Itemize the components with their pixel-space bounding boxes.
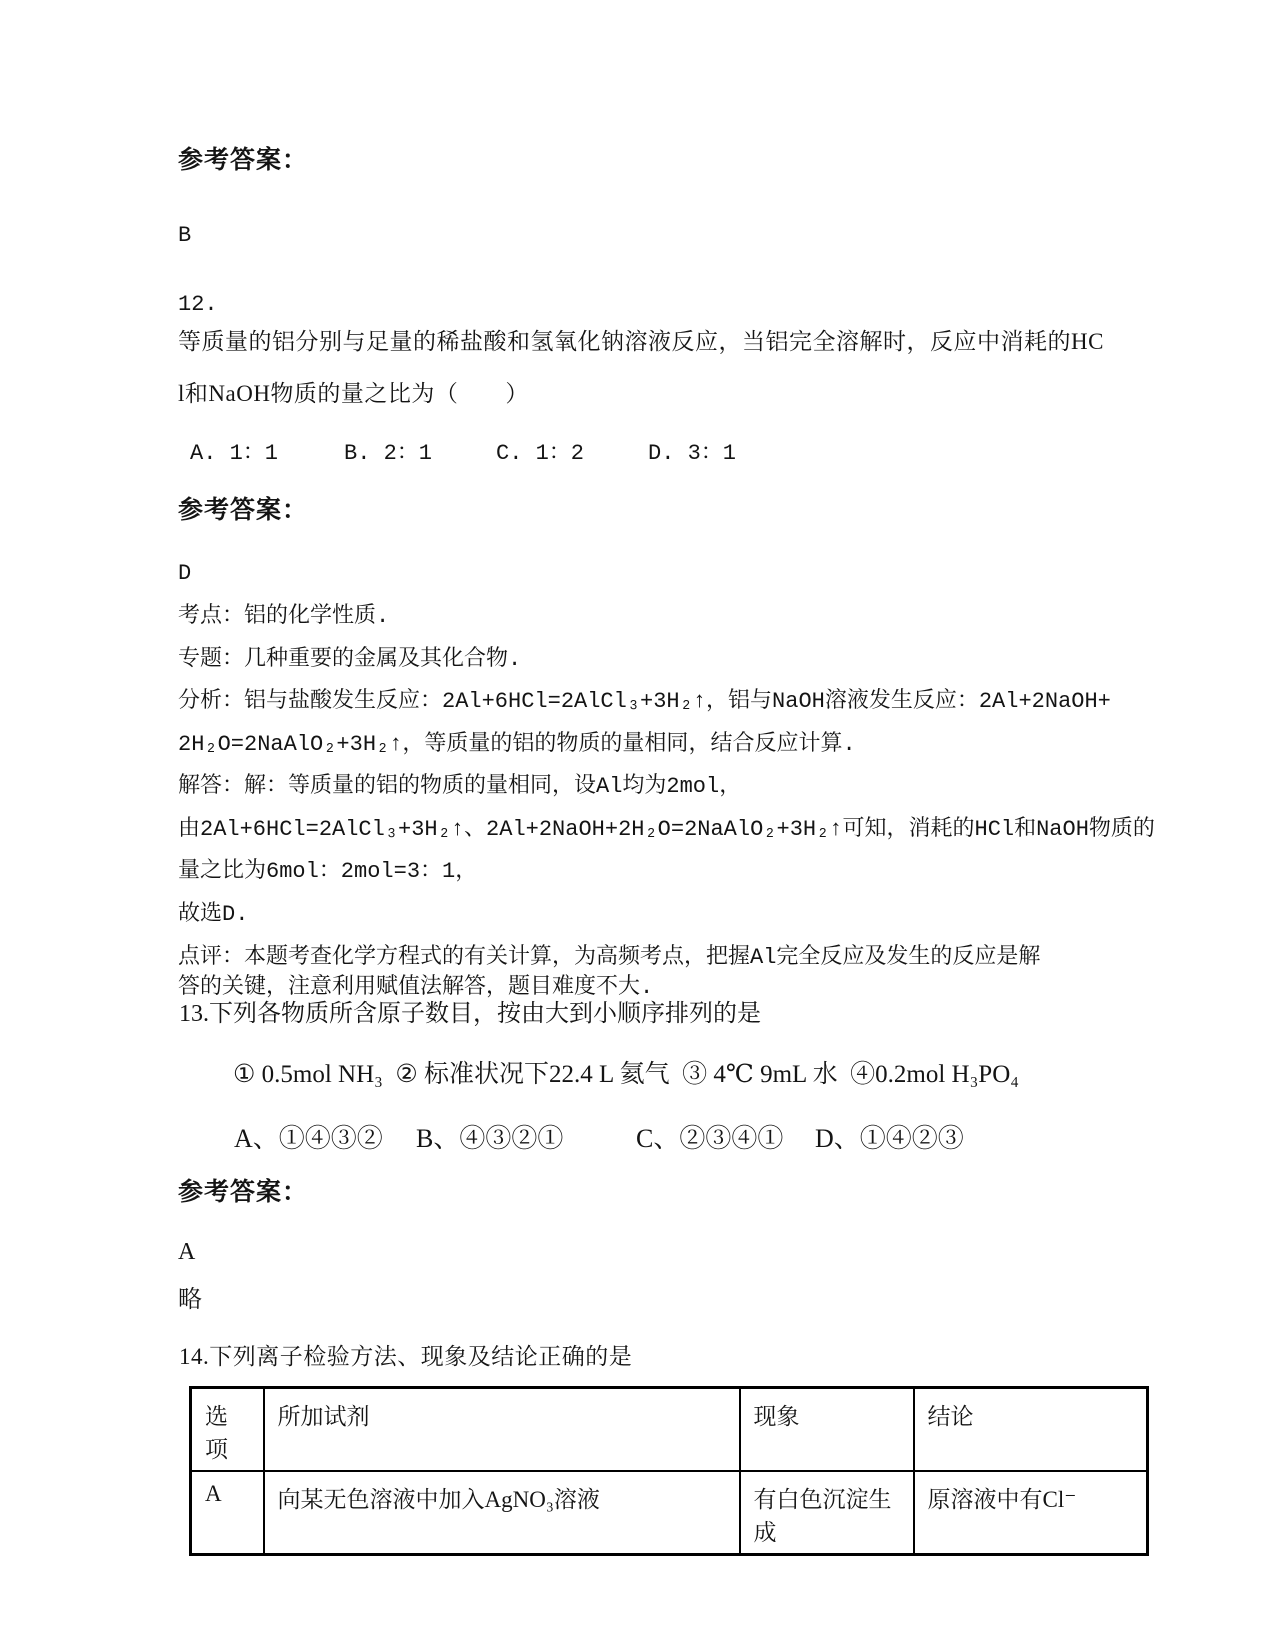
answer-q12: D <box>178 561 192 586</box>
q12-explain-zhuanti: 专题：几种重要的金属及其化合物. <box>178 647 522 672</box>
q12-explain-kaodian: 考点：铝的化学性质. <box>178 604 390 629</box>
q12-explain-fenxi-line2: 2H₂O=2NaAlO₂+3H₂↑，等质量的铝的物质的量相同，结合反应计算. <box>178 732 856 757</box>
question-13-items: ① 0.5mol NH₃ ② 标准状况下22.4 L 氦气 ③ 4℃ 9mL 水 ④0.2mol H₃PO₄ <box>233 1061 1019 1088</box>
q12-option-a: A. 1：1 <box>190 441 279 466</box>
answer-q11: B <box>178 223 192 248</box>
q13-option-a: A、①④③② <box>234 1124 383 1153</box>
reference-answer-heading-2: 参考答案： <box>178 497 309 524</box>
q12-explain-jieda-line1: 解答：解：等质量的铝的物质的量相同，设Al均为2mol， <box>178 774 742 799</box>
question-12-stem-line2: l和NaOH物质的量之比为（ ） <box>178 381 529 406</box>
q12-option-b: B. 2：1 <box>344 441 433 466</box>
answer-q13-note: 略 <box>178 1287 202 1313</box>
question-12-options <box>0 435 1275 469</box>
answer-q13: A <box>178 1239 196 1265</box>
question-12-stem-line1: 等质量的铝分别与足量的稀盐酸和氢氧化钠溶液反应，当铝完全溶解时，反应中消耗的HC <box>178 329 1104 354</box>
q14-th-option: 选项 <box>191 1388 264 1472</box>
q14-row-a-conclusion: 原溶液中有Cl⁻ <box>914 1471 1148 1555</box>
q12-explain-conclusion: 故选D. <box>178 902 249 927</box>
q14-row-a-phenomenon: 有白色沉淀生成 <box>740 1471 914 1555</box>
q14-row-a-reagent: 向某无色溶液中加入AgNO₃溶液 <box>264 1471 740 1555</box>
q12-option-d: D. 3：1 <box>648 441 737 466</box>
q13-option-c: C、②③④① <box>636 1124 784 1153</box>
q12-explain-jieda-line2: 由2Al+6HCl=2AlCl₃+3H₂↑、2Al+2NaOH+2H₂O=2NaAlO₂+3H₂↑可知，消耗的HCl和NaOH物质的 <box>178 817 1155 842</box>
q14-table-header-row <box>191 1388 1148 1472</box>
q12-explain-fenxi-line1: 分析：铝与盐酸发生反应：2Al+6HCl=2AlCl₃+3H₂↑，铝与NaOH溶液发生反应：2Al+2NaOH+ <box>178 689 1111 714</box>
reference-answer-heading-3: 参考答案： <box>178 1179 309 1206</box>
q12-explain-jieda-line3: 量之比为6mol：2mol=3：1， <box>178 859 478 884</box>
q14-th-phenomenon: 现象 <box>740 1388 914 1472</box>
q12-explain-dianping-line1: 点评：本题考查化学方程式的有关计算，为高频考点，把握Al完全反应及发生的反应是解 <box>178 945 1041 970</box>
q14-row-a-option: A <box>191 1471 264 1555</box>
q13-option-d: D、①④②③ <box>815 1124 964 1153</box>
question-12-number: 12. <box>178 292 218 317</box>
q14-th-conclusion: 结论 <box>914 1388 1148 1472</box>
question-13-options <box>0 1118 1275 1152</box>
question-14-stem: 14.下列离子检验方法、现象及结论正确的是 <box>179 1344 633 1369</box>
q12-explain-dianping-line2: 答的关键，注意利用赋值法解答，题目难度不大. <box>178 975 654 1000</box>
q12-option-c: C. 1：2 <box>496 441 585 466</box>
reference-answer-heading-1: 参考答案： <box>178 147 309 174</box>
q14-table-row-a <box>191 1471 1148 1555</box>
question-13-stem: 13.下列各物质所含原子数目，按由大到小顺序排列的是 <box>179 1001 761 1027</box>
q14-table <box>189 1386 1149 1556</box>
q14-th-reagent: 所加试剂 <box>264 1388 740 1472</box>
q13-option-b: B、④③②① <box>416 1124 564 1153</box>
